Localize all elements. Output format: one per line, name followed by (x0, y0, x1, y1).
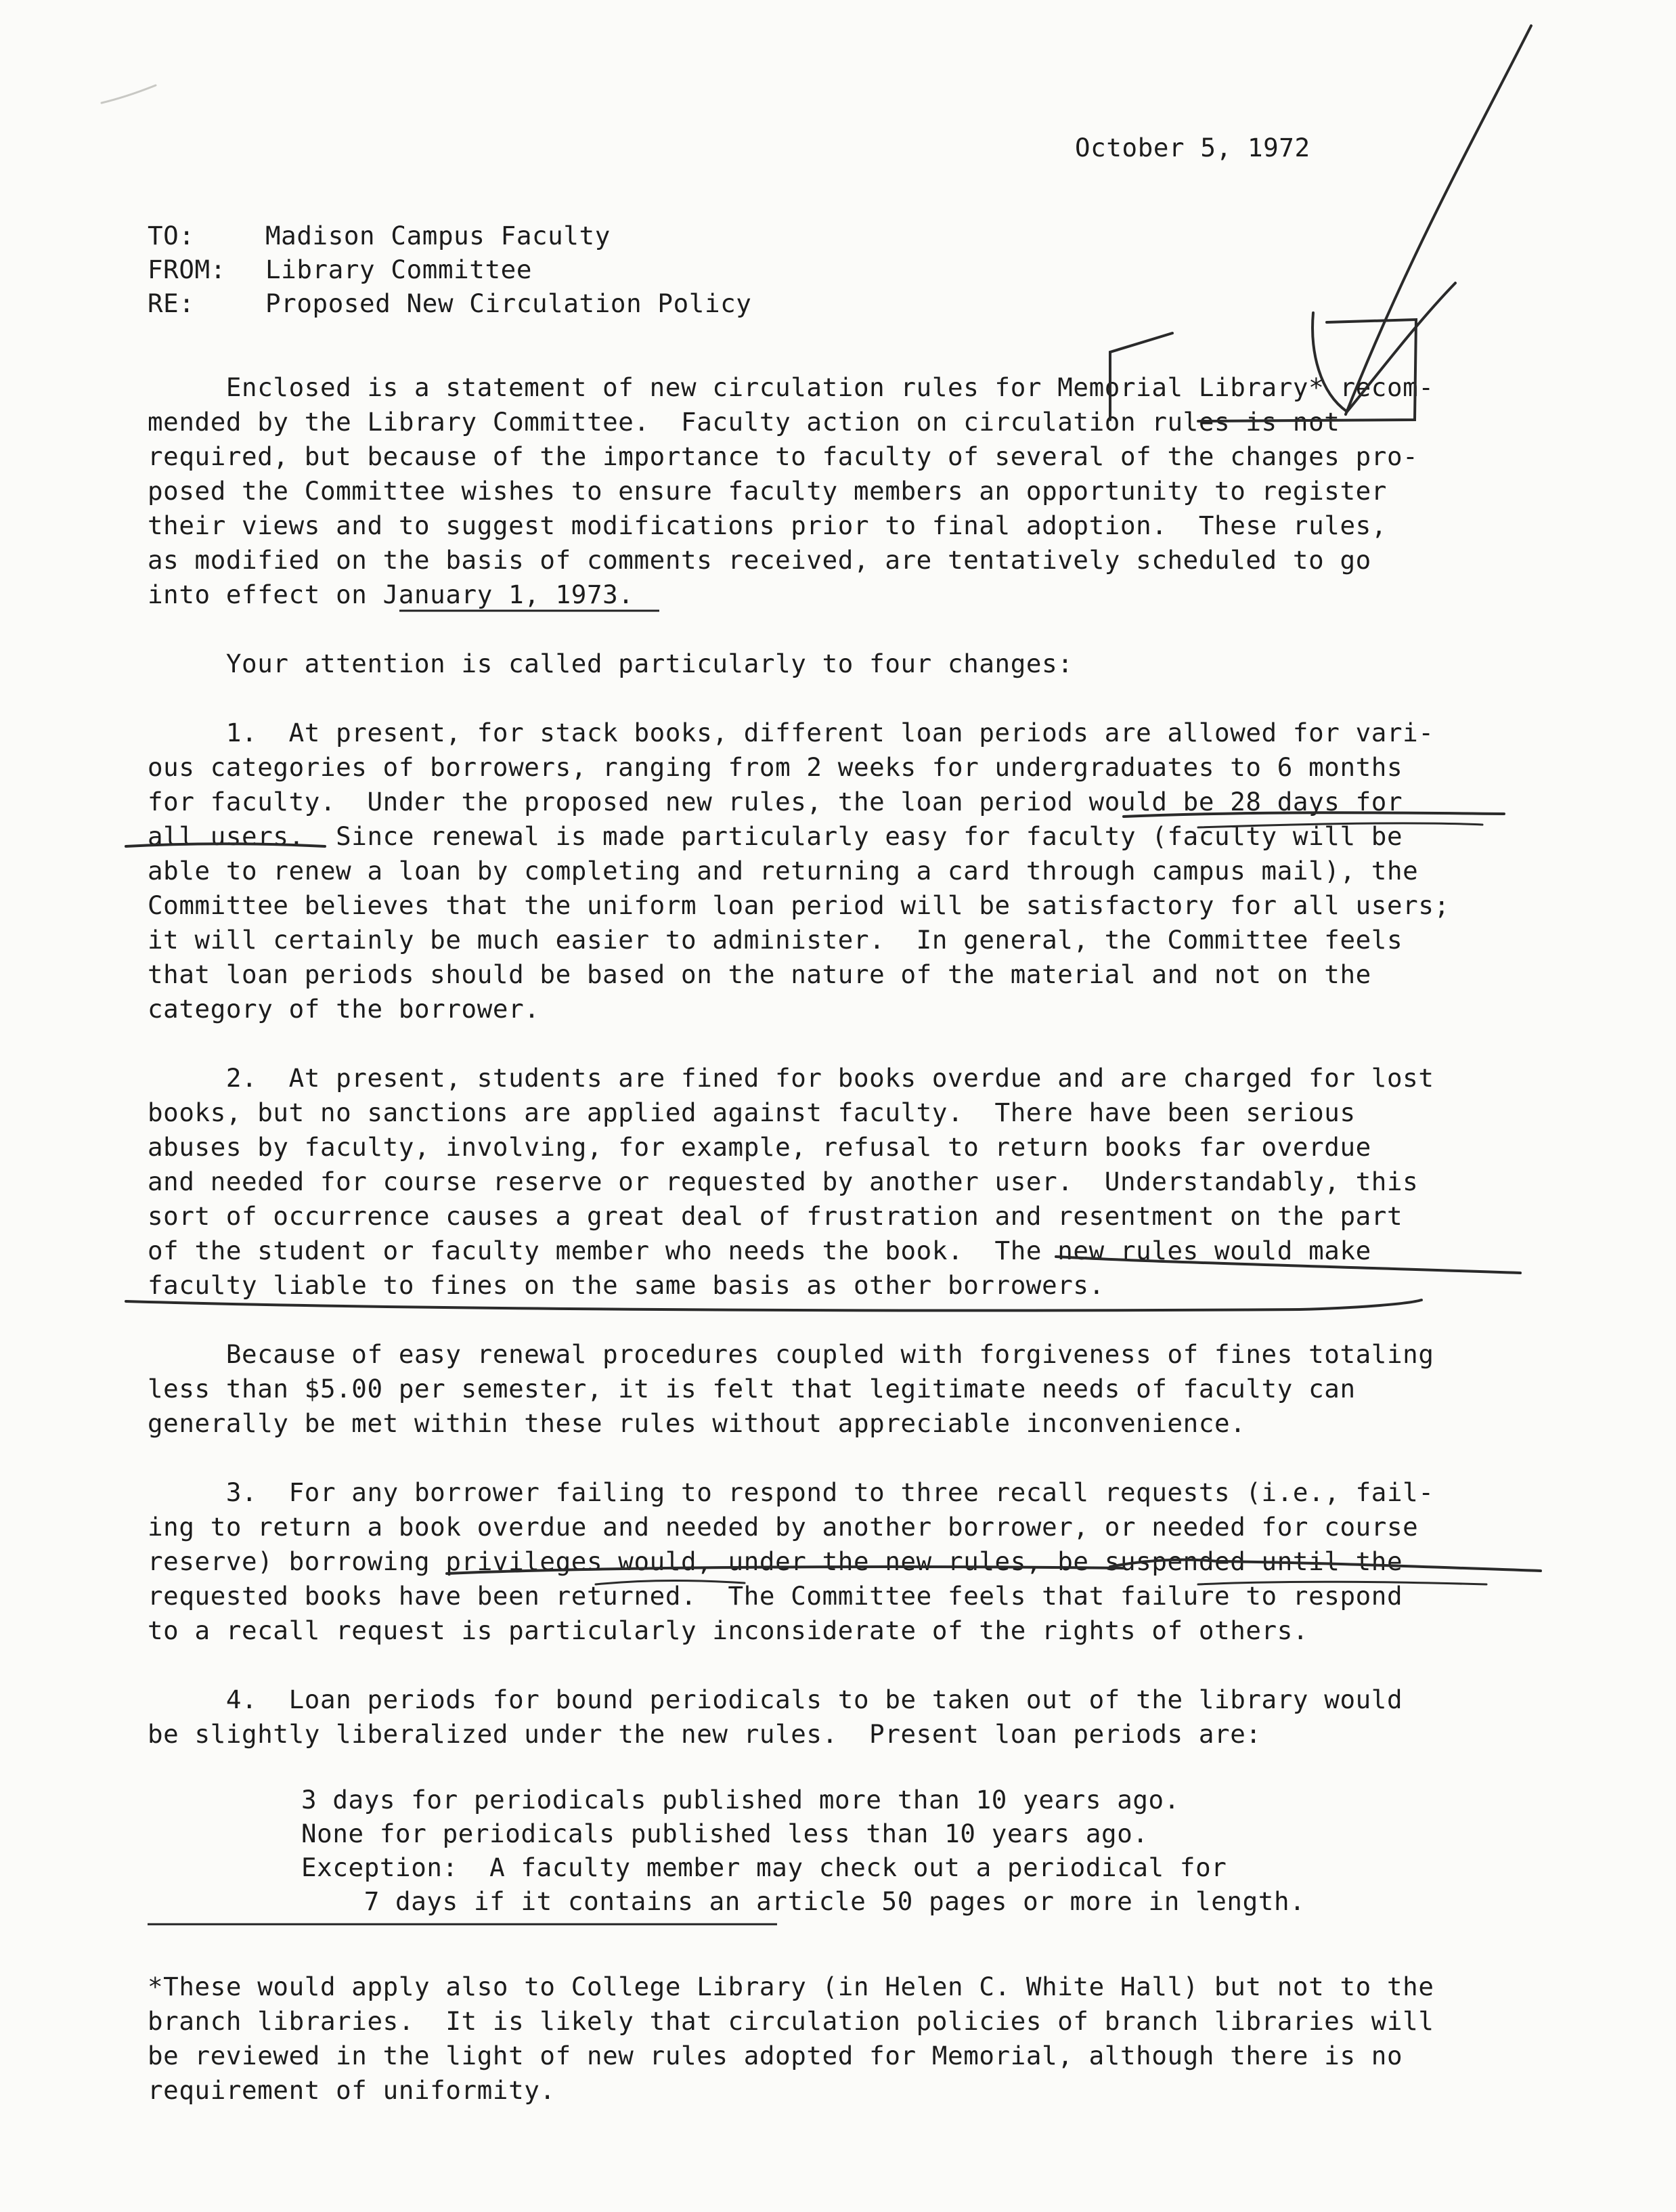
attention-line: Your attention is called particularly to four changes: (148, 649, 1074, 678)
to-value: Madison Campus Faculty (265, 221, 611, 251)
item1-line: it will certainly be much easier to administer. In general, the Committee feels (148, 925, 1403, 955)
item1-line: able to renew a loan by completing and returning a card through campus mail), the (148, 856, 1419, 886)
intro-line: their views and to suggest modifications prior to final adoption. These rules, (148, 511, 1387, 540)
paper-smudge (102, 85, 156, 103)
item1-line: Committee believes that the uniform loan period will be satisfactory for all users; (148, 890, 1450, 920)
renewal-line: generally be met within these rules without appreciable inconvenience. (148, 1408, 1246, 1438)
item3-line: reserve) borrowing privileges would, under the new rules, be suspended until the (148, 1546, 1403, 1576)
footnote-line: requirement of uniformity. (148, 2075, 556, 2105)
intro-line: Enclosed is a statement of new circulation rules for Memorial Library* recom- (148, 372, 1434, 402)
item2-line: sort of occurrence causes a great deal of frustration and resentment on the part (148, 1201, 1403, 1231)
intro-line: as modified on the basis of comments received, are tentatively scheduled to go (148, 545, 1371, 575)
item2-line: and needed for course reserve or requested by another user. Understandably, this (148, 1167, 1419, 1196)
item2-line: 2. At present, students are fined for books overdue and are charged for lost (148, 1063, 1434, 1093)
item4-line: be slightly liberalized under the new rules. Present loan periods are: (148, 1719, 1262, 1749)
item4-line: 4. Loan periods for bound periodicals to be taken out of the library would (148, 1685, 1403, 1714)
loan-list-item: 7 days if it contains an article 50 pages or more in length. (301, 1886, 1306, 1916)
pen-check-mark (1346, 26, 1531, 414)
item3-line: requested books have been returned. The Committee feels that failure to respond (148, 1581, 1403, 1611)
item1-line: 1. At present, for stack books, different loan periods are allowed for vari- (148, 718, 1434, 747)
item3-line: ing to return a book overdue and needed by another borrower, or needed for course (148, 1512, 1419, 1542)
loan-list-item: Exception: A faculty member may check out a periodical for (301, 1852, 1227, 1882)
footnote-line: *These would apply also to College Library (in Helen C. White Hall) but not to the (148, 1972, 1434, 2001)
footnote-line: be reviewed in the light of new rules adopted for Memorial, although there is no (148, 2041, 1403, 2070)
item1-line: that loan periods should be based on the nature of the material and not on the (148, 959, 1371, 989)
intro-line: into effect on January 1, 1973. (148, 580, 634, 609)
from-label: FROM: (148, 255, 226, 284)
item1-line: for faculty. Under the proposed new rules, the loan period would be 28 days for (148, 787, 1403, 817)
item1-line: all users. Since renewal is made particularly easy for faculty (faculty will be (148, 821, 1403, 851)
item2-line: books, but no sanctions are applied against faculty. There have been serious (148, 1098, 1356, 1127)
renewal-line: less than $5.00 per semester, it is felt that legitimate needs of faculty can (148, 1374, 1356, 1404)
intro-line: mended by the Library Committee. Faculty action on circulation rules is not (148, 407, 1340, 437)
loan-list-item: 3 days for periodicals published more than 10 years ago. (301, 1785, 1180, 1815)
intro-line: required, but because of the importance to faculty of several of the changes pro- (148, 441, 1419, 471)
re-value: Proposed New Circulation Policy (265, 288, 752, 318)
item3-line: to a recall request is particularly inconsiderate of the rights of others. (148, 1615, 1309, 1645)
item2-line: of the student or faculty member who needs the book. The new rules would make (148, 1236, 1371, 1265)
item1-line: category of the borrower. (148, 994, 540, 1024)
to-label: TO: (148, 221, 195, 251)
intro-line: posed the Committee wishes to ensure faculty members an opportunity to register (148, 476, 1387, 506)
renewal-line: Because of easy renewal procedures coupled with forgiveness of fines totaling (148, 1339, 1434, 1369)
item1-line: ous categories of borrowers, ranging from 2 weeks for undergraduates to 6 months (148, 752, 1403, 782)
loan-list-item: None for periodicals published less than 10 years ago. (301, 1819, 1149, 1848)
re-label: RE: (148, 288, 195, 318)
item3-line: 3. For any borrower failing to respond to three recall requests (i.e., fail- (148, 1477, 1434, 1507)
footnote-line: branch libraries. It is likely that circulation policies of branch libraries will (148, 2006, 1434, 2036)
from-value: Library Committee (265, 255, 533, 284)
item2-line: abuses by faculty, involving, for example, refusal to return books far overdue (148, 1132, 1371, 1162)
item2-line: faculty liable to fines on the same basis as other borrowers. (148, 1270, 1105, 1300)
memo-date: October 5, 1972 (1075, 133, 1310, 162)
